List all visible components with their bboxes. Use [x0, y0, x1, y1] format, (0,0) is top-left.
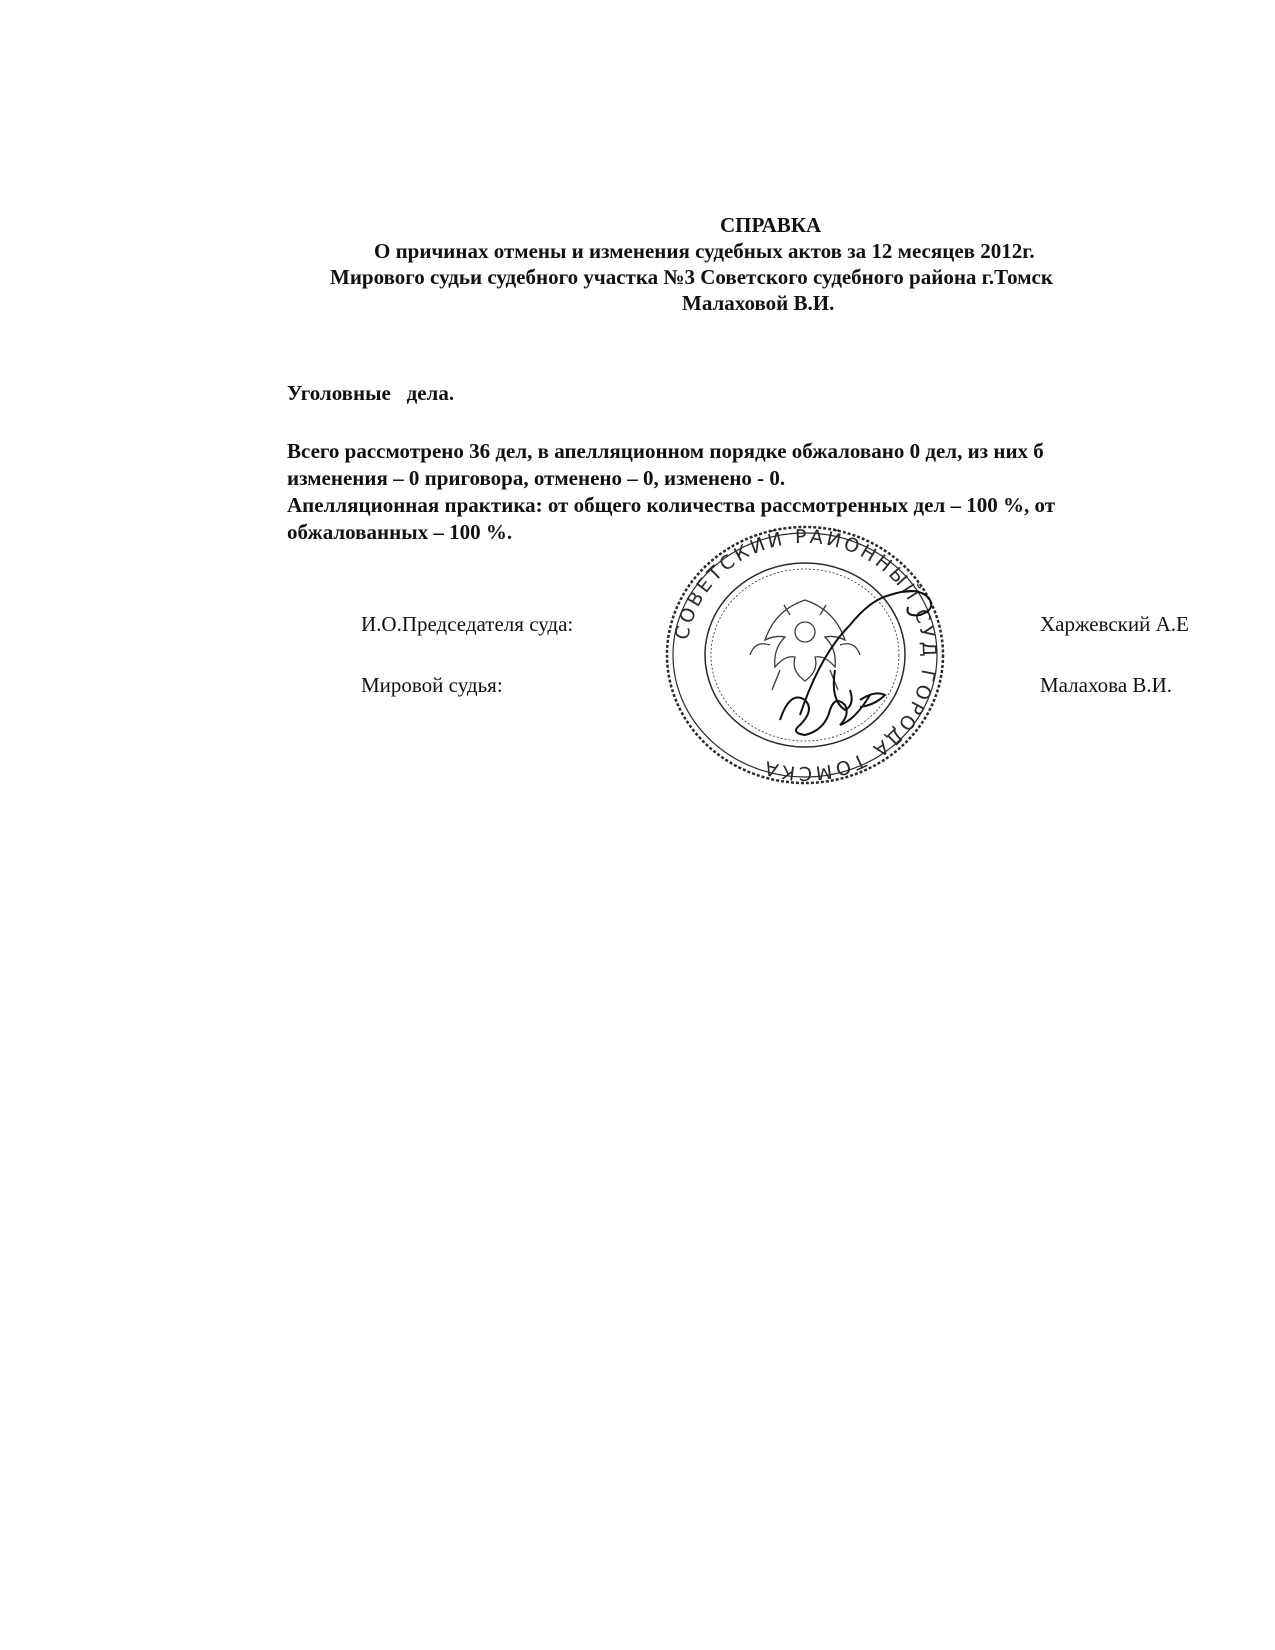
document-title: СПРАВКА	[720, 213, 822, 237]
paragraph-line: Апелляционная практика: от общего количества рассмотренных дел – 100 %, от	[287, 493, 1056, 517]
paragraph-line: изменения – 0 приговора, отменено – 0, изменено - 0.	[287, 466, 786, 490]
document-subtitle-line-1: О причинах отмены и изменения судебных актов за 12 месяцев 2012г.	[374, 239, 1035, 263]
paragraph-line: Всего рассмотрено 36 дел, в апелляционном порядке обжаловано 0 дел, из них б	[287, 439, 1044, 463]
seal-outer-text: СОВЕТСКИЙ РАЙОННЫЙ СУД ГОРОДА ТОМСКА	[671, 525, 941, 785]
judge-signature-name: Малахова В.И.	[1040, 673, 1173, 697]
emblem-icon	[750, 600, 860, 690]
court-seal-stamp	[660, 520, 950, 790]
section-title: Уголовные дела.	[287, 381, 455, 405]
document-subtitle-line-3: Малаховой В.И.	[682, 291, 835, 315]
document-heading	[290, 212, 1275, 316]
document-subtitle-line-2: Мирового судьи судебного участка №3 Советского судебного района г.Томск	[330, 265, 1053, 289]
chairman-signature-label: И.О.Председателя суда:	[361, 612, 574, 636]
judge-signature-label: Мировой судья:	[361, 673, 503, 697]
paragraph-line: обжалованных – 100 %.	[287, 520, 513, 544]
chairman-signature-name: Харжевский А.Е	[1040, 612, 1189, 636]
